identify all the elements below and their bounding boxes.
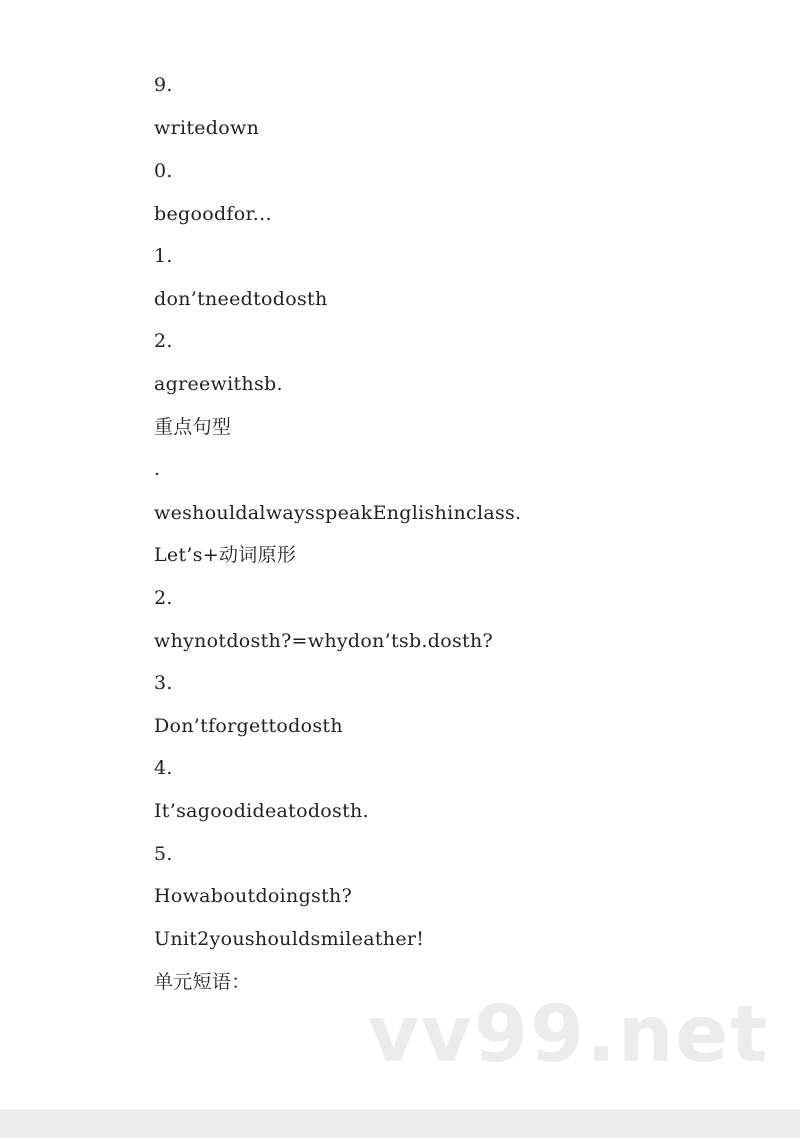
list-number-3: 3. [154, 672, 173, 694]
section-heading-unit-phrases: 单元短语： [154, 971, 251, 993]
list-number-5: 5. [154, 843, 173, 865]
list-marker-dot: . [154, 458, 161, 480]
sentence-good-idea: It’sagoodideatodosth. [154, 800, 369, 822]
list-number-2: 2. [154, 330, 173, 352]
list-number-9: 9. [154, 74, 173, 96]
list-number-0: 0. [154, 160, 173, 182]
phrase-be-good-for: begoodfor... [154, 203, 272, 225]
list-number-2b: 2. [154, 587, 173, 609]
sentence-speak-english: weshouldalwaysspeakEnglishinclass. [154, 502, 522, 524]
phrase-agree-with: agreewithsb. [154, 373, 283, 395]
sentence-why-not: whynotdosth?=whydon’tsb.dosth? [154, 630, 493, 652]
page-bottom-strip [0, 1110, 800, 1138]
unit-title: Unit2youshouldsmileather! [154, 928, 425, 950]
sentence-how-about: Howaboutdoingsth? [154, 885, 353, 907]
sentence-lets: Let’s+动词原形 [154, 544, 297, 566]
watermark: vv99.net [368, 990, 770, 1080]
phrase-dont-need: don’tneedtodosth [154, 288, 328, 310]
sentence-dont-forget: Don’tforgettodosth [154, 715, 343, 737]
list-number-1: 1. [154, 245, 173, 267]
section-heading-key-sentences: 重点句型 [154, 416, 232, 438]
list-number-4: 4. [154, 757, 173, 779]
phrase-write-down: writedown [154, 117, 260, 139]
